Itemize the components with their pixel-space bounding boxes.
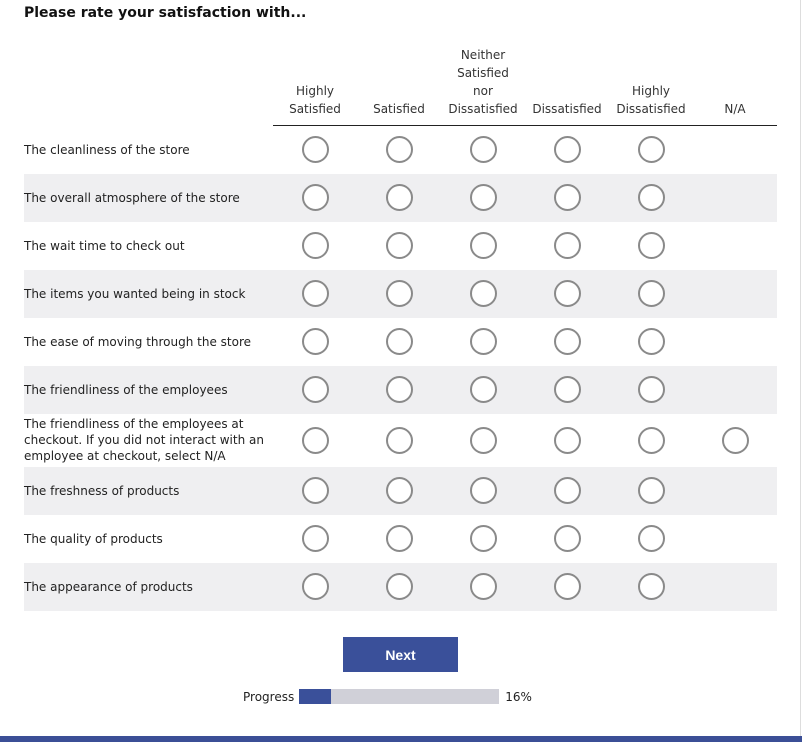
rating-cell bbox=[357, 318, 441, 366]
rating-cell bbox=[693, 222, 777, 270]
table-row bbox=[24, 126, 777, 174]
rating-cell bbox=[693, 366, 777, 414]
rating-cell bbox=[357, 414, 441, 467]
rating-cell bbox=[357, 515, 441, 563]
rating-cell bbox=[441, 467, 525, 515]
table-row bbox=[24, 563, 777, 611]
row-label: The overall atmosphere of the store bbox=[24, 174, 273, 222]
radio-2[interactable] bbox=[386, 328, 413, 355]
rating-cell bbox=[609, 318, 693, 366]
row-label: The quality of products bbox=[24, 531, 163, 546]
rating-cell bbox=[357, 270, 441, 318]
rating-cell bbox=[693, 467, 777, 515]
rating-cell bbox=[609, 222, 693, 270]
table-row bbox=[24, 318, 777, 366]
radio-4[interactable] bbox=[554, 525, 581, 552]
radio-5[interactable] bbox=[638, 184, 665, 211]
rating-matrix bbox=[24, 46, 777, 611]
rating-cell bbox=[357, 467, 441, 515]
radio-3[interactable] bbox=[470, 328, 497, 355]
radio-5[interactable] bbox=[638, 573, 665, 600]
rating-cell bbox=[693, 563, 777, 611]
row-label-header bbox=[24, 46, 273, 126]
column-header: Dissatisfied bbox=[525, 46, 609, 126]
table-row bbox=[24, 515, 777, 563]
rating-cell bbox=[441, 222, 525, 270]
rating-cell bbox=[441, 174, 525, 222]
rating-cell bbox=[525, 318, 609, 366]
radio-1[interactable] bbox=[302, 477, 329, 504]
radio-1[interactable] bbox=[302, 573, 329, 600]
radio-2[interactable] bbox=[386, 477, 413, 504]
rating-cell bbox=[357, 222, 441, 270]
radio-4[interactable] bbox=[554, 184, 581, 211]
rating-cell bbox=[609, 515, 693, 563]
radio-2[interactable] bbox=[386, 376, 413, 403]
rating-cell bbox=[273, 515, 357, 563]
row-label: The friendliness of the employees bbox=[24, 366, 273, 414]
rating-cell bbox=[273, 366, 357, 414]
radio-4[interactable] bbox=[554, 136, 581, 163]
rating-cell bbox=[609, 366, 693, 414]
row-label: The freshness of products bbox=[24, 467, 273, 515]
radio-4[interactable] bbox=[554, 376, 581, 403]
rating-cell bbox=[609, 174, 693, 222]
radio-3[interactable] bbox=[470, 280, 497, 307]
column-header: Highly Satisfied bbox=[273, 46, 357, 126]
rating-cell bbox=[609, 563, 693, 611]
rating-cell bbox=[525, 366, 609, 414]
rating-cell bbox=[693, 414, 777, 467]
radio-2[interactable] bbox=[386, 184, 413, 211]
radio-1[interactable] bbox=[302, 328, 329, 355]
radio-1[interactable] bbox=[302, 376, 329, 403]
radio-5[interactable] bbox=[638, 232, 665, 259]
radio-1[interactable] bbox=[302, 525, 329, 552]
rating-cell bbox=[525, 414, 609, 467]
table-row bbox=[24, 270, 777, 318]
radio-4[interactable] bbox=[554, 427, 581, 454]
rating-cell bbox=[273, 467, 357, 515]
radio-5[interactable] bbox=[638, 376, 665, 403]
radio-2[interactable] bbox=[386, 232, 413, 259]
rating-cell bbox=[525, 270, 609, 318]
page-border bbox=[800, 0, 801, 736]
table-row bbox=[24, 414, 777, 467]
rating-cell bbox=[273, 563, 357, 611]
column-header: Satisfied bbox=[357, 46, 441, 126]
rating-cell bbox=[693, 318, 777, 366]
radio-5[interactable] bbox=[638, 477, 665, 504]
rating-cell bbox=[357, 174, 441, 222]
rating-cell bbox=[609, 467, 693, 515]
rating-cell bbox=[441, 366, 525, 414]
column-header: Highly Dissatisfied bbox=[609, 46, 693, 126]
radio-4[interactable] bbox=[554, 232, 581, 259]
radio-4[interactable] bbox=[554, 280, 581, 307]
rating-cell bbox=[273, 126, 357, 174]
next-button[interactable]: Next bbox=[343, 637, 458, 672]
row-label: The items you wanted being in stock bbox=[24, 270, 273, 318]
radio-4[interactable] bbox=[554, 573, 581, 600]
radio-2[interactable] bbox=[386, 280, 413, 307]
row-label: The cleanliness of the store bbox=[24, 142, 190, 157]
radio-3[interactable] bbox=[470, 184, 497, 211]
radio-3[interactable] bbox=[470, 232, 497, 259]
rating-cell bbox=[357, 563, 441, 611]
radio-5[interactable] bbox=[638, 328, 665, 355]
radio-1[interactable] bbox=[302, 280, 329, 307]
progress-indicator bbox=[243, 689, 532, 704]
radio-3[interactable] bbox=[470, 477, 497, 504]
progress-bar bbox=[299, 689, 499, 704]
row-label: The friendliness of the employees at checkout. If you did not interact with an employee at checkout, select N/A bbox=[24, 417, 264, 463]
table-row bbox=[24, 366, 777, 414]
rating-cell bbox=[525, 467, 609, 515]
rating-cell bbox=[525, 515, 609, 563]
progress-percent: 16% bbox=[505, 689, 532, 704]
radio-6[interactable] bbox=[722, 427, 749, 454]
rating-cell bbox=[525, 174, 609, 222]
rating-cell bbox=[441, 318, 525, 366]
rating-cell bbox=[441, 414, 525, 467]
table-row bbox=[24, 174, 777, 222]
rating-cell bbox=[693, 515, 777, 563]
rating-cell bbox=[273, 414, 357, 467]
rating-cell bbox=[441, 270, 525, 318]
progress-label: Progress bbox=[243, 689, 295, 704]
radio-4[interactable] bbox=[554, 477, 581, 504]
row-label: The wait time to check out bbox=[24, 238, 185, 253]
radio-2[interactable] bbox=[386, 573, 413, 600]
row-label: The appearance of products bbox=[24, 563, 273, 611]
rating-cell bbox=[693, 174, 777, 222]
row-label: The ease of moving through the store bbox=[24, 334, 252, 349]
rating-cell bbox=[441, 126, 525, 174]
rating-cell bbox=[609, 414, 693, 467]
rating-cell bbox=[609, 270, 693, 318]
column-header: Neither Satisfied nor Dissatisfied bbox=[441, 46, 525, 126]
radio-1[interactable] bbox=[302, 232, 329, 259]
table-row bbox=[24, 222, 777, 270]
radio-3[interactable] bbox=[470, 376, 497, 403]
rating-cell bbox=[609, 126, 693, 174]
radio-5[interactable] bbox=[638, 427, 665, 454]
table-row bbox=[24, 467, 777, 515]
radio-1[interactable] bbox=[302, 427, 329, 454]
radio-3[interactable] bbox=[470, 573, 497, 600]
radio-3[interactable] bbox=[470, 525, 497, 552]
rating-cell bbox=[441, 563, 525, 611]
rating-cell bbox=[525, 563, 609, 611]
footer-bar bbox=[0, 736, 802, 742]
radio-1[interactable] bbox=[302, 136, 329, 163]
radio-2[interactable] bbox=[386, 136, 413, 163]
rating-cell bbox=[441, 515, 525, 563]
rating-cell bbox=[693, 126, 777, 174]
rating-cell bbox=[357, 126, 441, 174]
progress-fill bbox=[299, 689, 331, 704]
radio-5[interactable] bbox=[638, 525, 665, 552]
radio-2[interactable] bbox=[386, 427, 413, 454]
rating-cell bbox=[525, 222, 609, 270]
rating-cell bbox=[273, 222, 357, 270]
rating-cell bbox=[357, 366, 441, 414]
radio-1[interactable] bbox=[302, 184, 329, 211]
rating-cell bbox=[273, 174, 357, 222]
radio-3[interactable] bbox=[470, 136, 497, 163]
rating-cell bbox=[273, 318, 357, 366]
rating-cell bbox=[525, 126, 609, 174]
radio-5[interactable] bbox=[638, 136, 665, 163]
rating-cell bbox=[693, 270, 777, 318]
question-title: Please rate your satisfaction with... bbox=[24, 5, 307, 21]
radio-5[interactable] bbox=[638, 280, 665, 307]
radio-3[interactable] bbox=[470, 427, 497, 454]
rating-cell bbox=[273, 270, 357, 318]
radio-2[interactable] bbox=[386, 525, 413, 552]
radio-4[interactable] bbox=[554, 328, 581, 355]
column-header: N/A bbox=[693, 46, 777, 126]
